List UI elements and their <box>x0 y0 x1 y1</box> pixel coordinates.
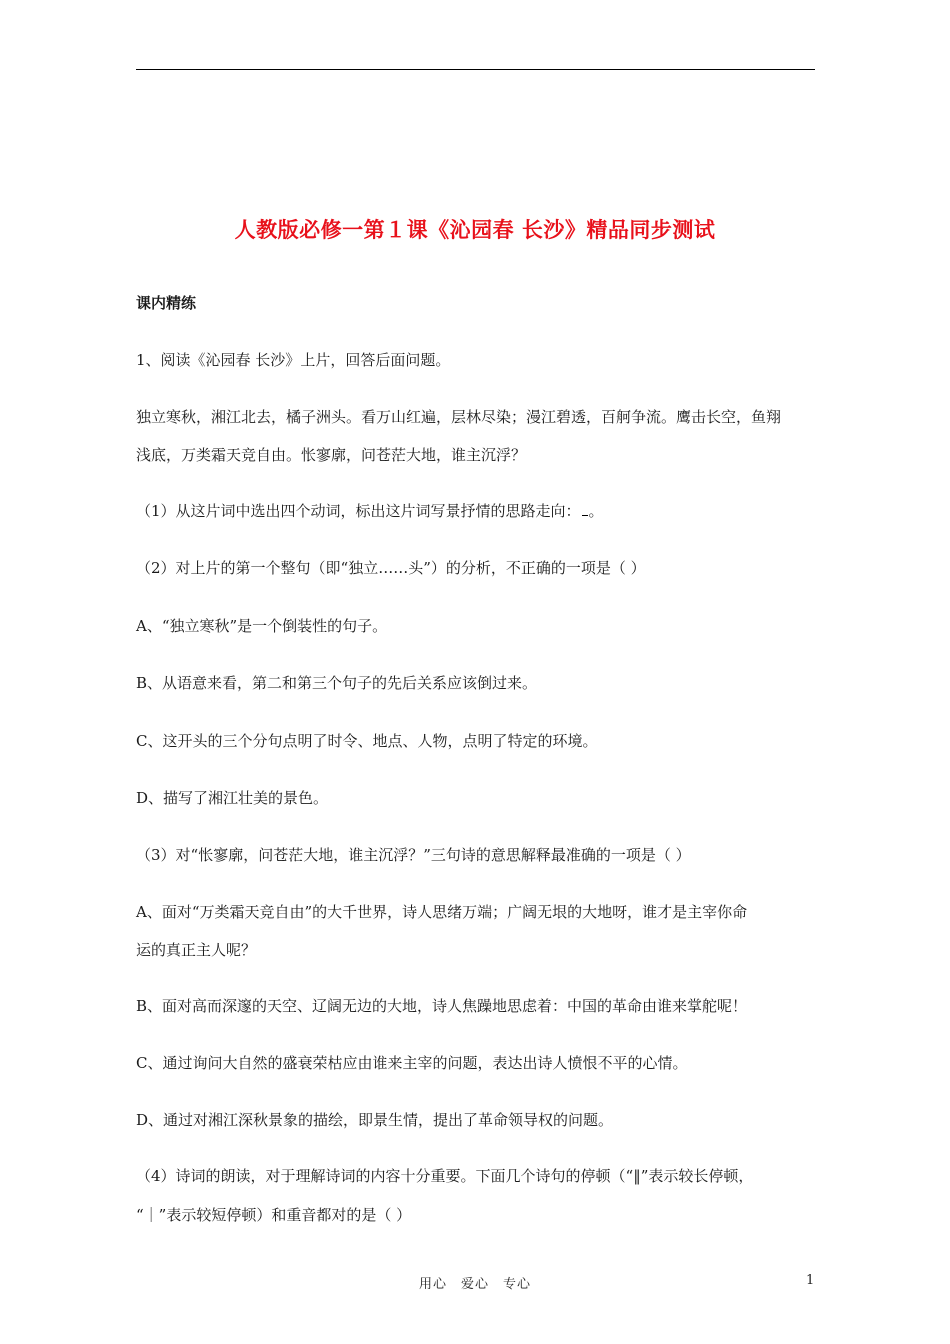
question-1-prompt: 1、阅读《沁园春 长沙》上片，回答后面问题。 <box>136 351 451 369</box>
option-2c: C、这开头的三个分句点明了时令、地点、人物，点明了特定的环境。 <box>136 732 598 750</box>
section-heading: 课内精练 <box>136 294 197 312</box>
sub-question-4-line-1: （4）诗词的朗读，对于理解诗词的内容十分重要。下面几个诗句的停顿（“‖”表示较长停顿， <box>136 1167 754 1185</box>
option-3d: D、通过对湘江深秋景象的描绘，即景生情，提出了革命领导权的问题。 <box>136 1111 614 1129</box>
sub-question-1-end: 。 <box>588 502 604 520</box>
sub-question-4-line-2: “｜”表示较短停顿）和重音都对的是（ ） <box>136 1206 412 1224</box>
header-rule <box>136 69 815 70</box>
option-2d: D、描写了湘江壮美的景色。 <box>136 789 329 807</box>
sub-question-1-text: （1）从这片词中选出四个动词，标出这片词写景抒情的思路走向： <box>136 502 581 520</box>
answer-blank <box>582 503 588 516</box>
page-number: 1 <box>806 1273 815 1288</box>
option-3a-line-2: 运的真正主人呢？ <box>136 941 257 959</box>
option-2a: A、“独立寒秋”是一个倒装性的句子。 <box>136 617 388 635</box>
poem-line-1: 独立寒秋，湘江北去，橘子洲头。看万山红遍，层林尽染；漫江碧透，百舸争流。鹰击长空，鱼翔 <box>136 408 782 426</box>
option-3c: C、通过询问大自然的盛衰荣枯应由谁来主宰的问题，表达出诗人愤恨不平的心情。 <box>136 1054 688 1072</box>
sub-question-3: （3）对“怅寥廓，问苍茫大地，谁主沉浮？”三句诗的意思解释最准确的一项是（ ） <box>136 846 691 864</box>
footer-motto: 用心 爱心 专心 <box>418 1277 531 1292</box>
poem-line-2: 浅底，万类霜天竞自由。怅寥廓，问苍茫大地，谁主沉浮？ <box>136 446 527 464</box>
option-2b: B、从语意来看，第二和第三个句子的先后关系应该倒过来。 <box>136 674 538 692</box>
sub-question-1 <box>136 501 816 521</box>
sub-question-2: （2）对上片的第一个整句（即“独立……头”）的分析，不正确的一项是（ ） <box>136 559 646 577</box>
document-title: 人教版必修一第１课《沁园春 长沙》精品同步测试 <box>234 217 716 242</box>
option-3b: B、面对高而深邃的天空、辽阔无边的大地，诗人焦躁地思虑着：中国的革命由谁来掌舵呢！ <box>136 997 748 1015</box>
option-3a-line-1: A、面对“万类霜天竞自由”的大千世界，诗人思绪万端；广阔无垠的大地呀，谁才是主宰你命 <box>136 903 748 921</box>
